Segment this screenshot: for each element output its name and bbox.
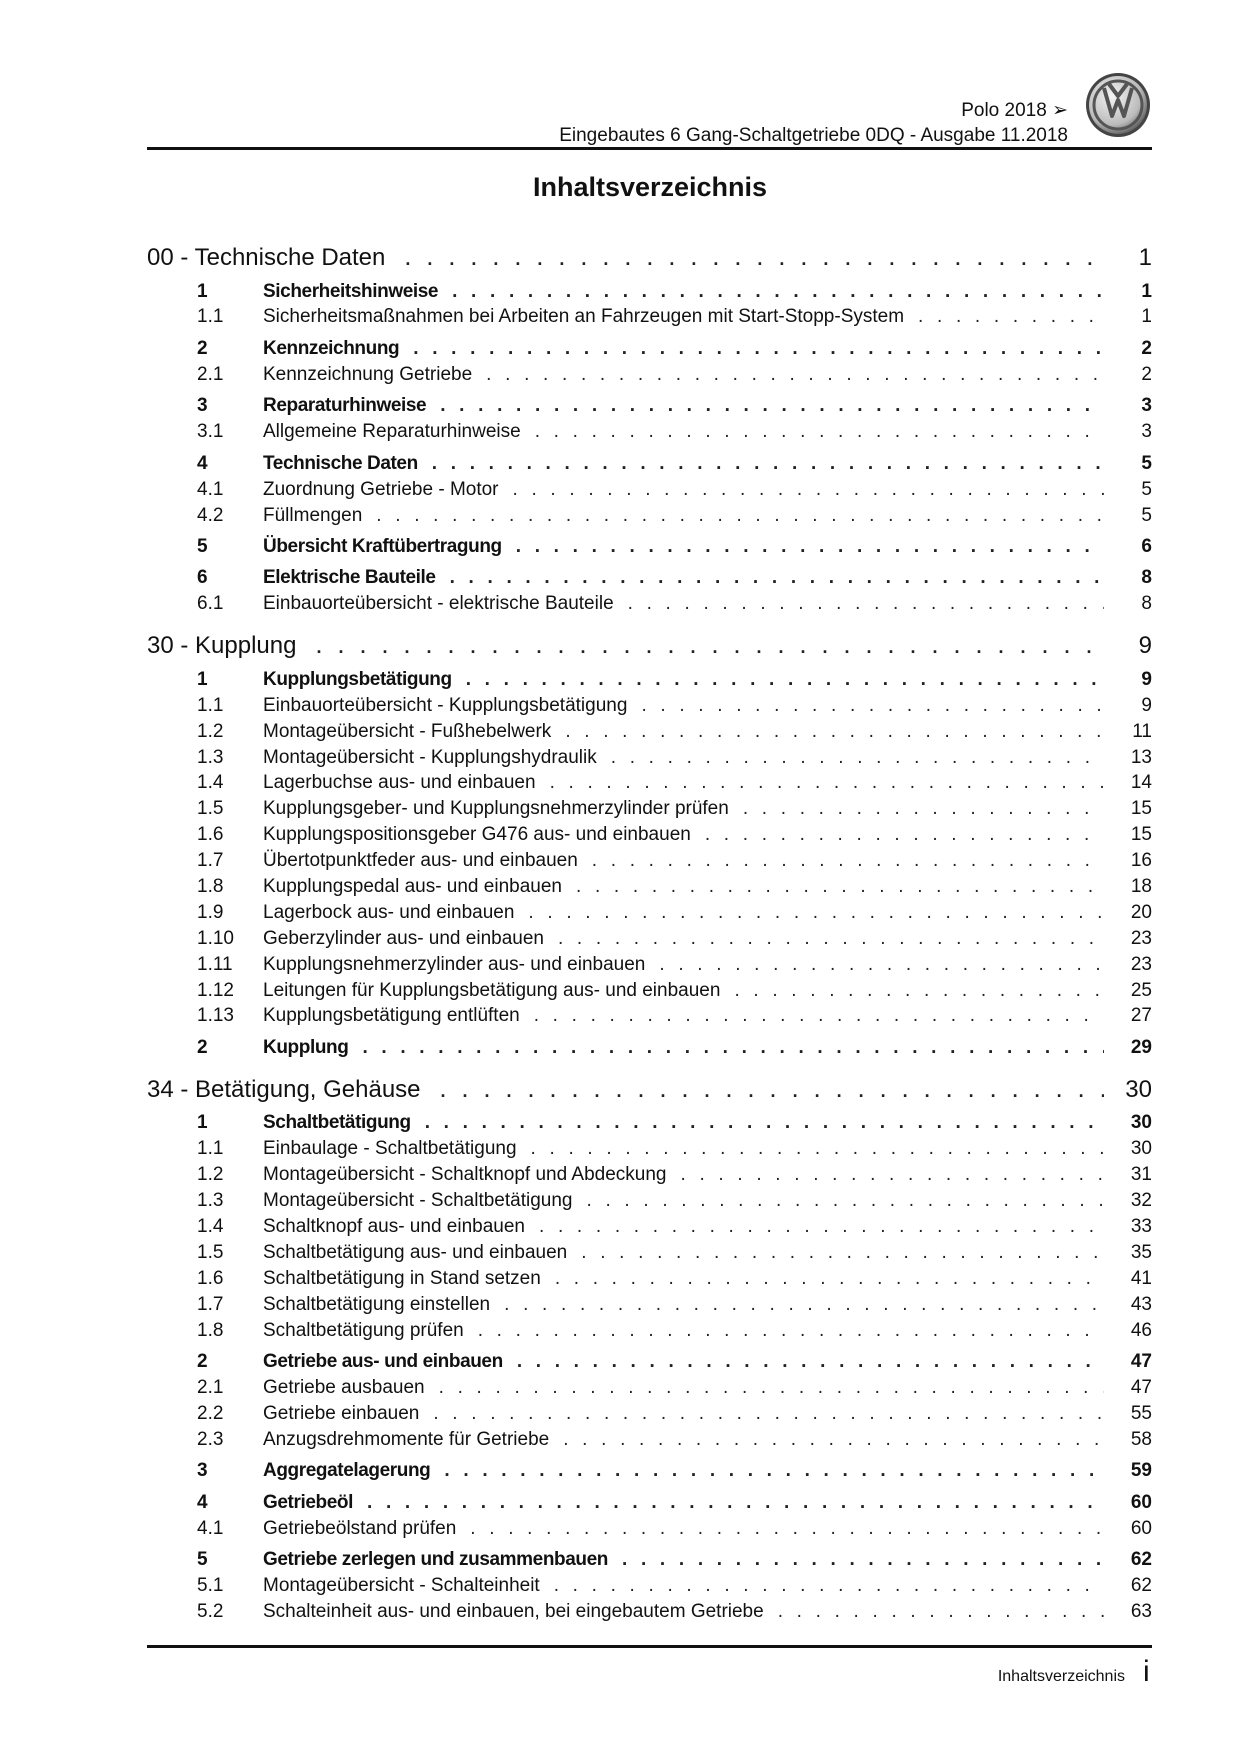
toc-entry-number: 3 [197, 1460, 208, 1482]
toc-dot-leader [550, 770, 1104, 796]
toc-entry[interactable] [147, 1318, 1152, 1344]
toc-dot-leader [576, 874, 1104, 900]
toc-entry-title: 00 - Technische Daten [147, 244, 386, 271]
toc-entry-number: 1.12 [197, 979, 234, 1001]
toc-dot-leader [565, 719, 1104, 745]
toc-entry-page: 41 [1130, 1267, 1152, 1289]
toc-entry-page: 62 [1130, 1574, 1152, 1596]
toc-dot-leader [681, 1162, 1105, 1188]
toc-entry-page: 16 [1130, 850, 1152, 872]
toc-entry-page: 14 [1130, 772, 1152, 794]
toc-entry-page: 30 [1125, 1075, 1152, 1103]
vw-logo-icon [1085, 72, 1151, 138]
toc-entry[interactable] [147, 1401, 1152, 1427]
toc-entry-page: 9 [1141, 694, 1152, 716]
toc-dot-leader [628, 591, 1104, 617]
toc-entry-title: Getriebe einbauen [263, 1402, 420, 1424]
toc-entry-number: 1.7 [197, 1293, 224, 1315]
toc-dot-leader [778, 1599, 1104, 1625]
toc-entry[interactable] [147, 978, 1152, 1004]
toc-entry-number: 1 [197, 1112, 208, 1134]
toc-entry[interactable] [147, 1214, 1152, 1240]
toc-dot-leader [433, 1401, 1104, 1427]
toc-entry-number: 5.2 [197, 1600, 224, 1622]
toc-entry-title: Kupplungsbetätigung [263, 668, 452, 690]
toc-entry-page: 25 [1130, 979, 1152, 1001]
toc-entry-title: Getriebe ausbauen [263, 1376, 425, 1398]
toc-entry[interactable] [147, 874, 1152, 900]
toc-entry-title: Kupplungsnehmerzylinder aus- und einbauen [263, 953, 646, 975]
toc-entry-number: 1.5 [197, 798, 224, 820]
toc-entry-page: 30 [1130, 1112, 1152, 1134]
toc-entry-title: Kennzeichnung [263, 337, 400, 359]
toc-dot-leader [466, 667, 1104, 693]
toc-chapter[interactable] [147, 279, 1152, 305]
toc-entry-page: 15 [1130, 824, 1152, 846]
toc-entry[interactable] [147, 304, 1152, 330]
toc-entry-page: 23 [1130, 927, 1152, 949]
toc-dot-leader [513, 477, 1104, 503]
toc-entry[interactable] [147, 477, 1152, 503]
toc-dot-leader [918, 304, 1104, 330]
toc-dot-leader [592, 848, 1104, 874]
toc-chapter[interactable] [147, 1110, 1152, 1136]
toc-dot-leader [470, 1516, 1104, 1542]
toc-entry-title: Montageübersicht - Schalteinheit [263, 1574, 540, 1596]
toc-entry[interactable] [147, 419, 1152, 445]
toc-entry-title: Schaltbetätigung aus- und einbauen [263, 1241, 568, 1263]
toc-dot-leader [611, 745, 1104, 771]
toc-entry[interactable] [147, 1188, 1152, 1214]
toc-entry-number: 4 [197, 1491, 208, 1513]
toc-dot-leader [563, 1427, 1104, 1453]
toc-dot-leader [581, 1240, 1104, 1266]
toc-entry-number: 1.13 [197, 1005, 234, 1027]
toc-dot-leader [517, 1349, 1104, 1375]
toc-entry-number: 6.1 [197, 593, 224, 615]
toc-entry-title: Kupplung [263, 1036, 349, 1058]
toc-entry-title: Schaltbetätigung einstellen [263, 1293, 491, 1315]
toc-entry-page: 20 [1130, 901, 1152, 923]
toc-entry-title: Getriebeöl [263, 1491, 353, 1513]
toc-entry-title: Elektrische Bauteile [263, 567, 436, 589]
toc-entry-number: 3.1 [197, 421, 224, 443]
toc-entry-title: 30 - Kupplung [147, 632, 297, 660]
toc-entry-number: 1.2 [197, 720, 224, 742]
toc-entry-title: Kupplungspositionsgeber G476 aus- und einbauen [263, 824, 691, 846]
toc-entry[interactable] [147, 719, 1152, 745]
toc-entry-number: 2.3 [197, 1428, 224, 1450]
toc-entry-number: 1 [197, 668, 208, 690]
toc-entry-number: 1 [197, 280, 208, 302]
toc-entry-page: 32 [1130, 1190, 1152, 1212]
toc-entry-page: 31 [1130, 1164, 1152, 1186]
toc-chapter[interactable] [147, 1458, 1152, 1484]
toc-entry-number: 6 [197, 567, 208, 589]
toc-entry-number: 2.1 [197, 363, 224, 385]
toc-chapter[interactable] [147, 1490, 1152, 1516]
toc-entry-title: Einbaulage - Schaltbetätigung [263, 1138, 517, 1160]
toc-entry-number: 3 [197, 395, 208, 417]
toc-dot-leader [367, 1490, 1104, 1516]
toc-dot-leader [528, 900, 1104, 926]
toc-entry-title: Anzugsdrehmomente für Getriebe [263, 1428, 550, 1450]
toc-dot-leader [516, 534, 1104, 560]
toc-section[interactable] [147, 630, 1152, 661]
toc-entry-number: 1.1 [197, 306, 224, 328]
toc-entry-title: Schalteinheit aus- und einbauen, bei eingebautem Getriebe [263, 1600, 764, 1622]
toc-entry-number: 1.6 [197, 1267, 224, 1289]
toc-dot-leader [425, 1110, 1104, 1136]
toc-entry[interactable] [147, 1162, 1152, 1188]
toc-entry-number: 5 [197, 535, 208, 557]
toc-entry[interactable] [147, 1003, 1152, 1029]
toc-entry-page: 59 [1130, 1460, 1152, 1482]
toc-entry[interactable] [147, 1292, 1152, 1318]
toc-entry[interactable] [147, 745, 1152, 771]
toc-entry-number: 5.1 [197, 1574, 224, 1596]
toc-entry-page: 3 [1141, 421, 1152, 443]
toc-entry[interactable] [147, 1599, 1152, 1625]
toc-entry-number: 2 [197, 1351, 208, 1372]
toc-entry-title: 34 - Betätigung, Gehäuse [147, 1075, 421, 1103]
toc-dot-leader [743, 796, 1104, 822]
toc-entry[interactable] [147, 362, 1152, 388]
toc-entry-page: 1 [1138, 244, 1152, 271]
toc-entry[interactable] [147, 1573, 1152, 1599]
toc-entry-number: 1.8 [197, 1319, 224, 1341]
toc-entry-page: 60 [1130, 1517, 1152, 1539]
toc-entry-title: Aggregatelagerung [263, 1460, 431, 1482]
toc-entry[interactable] [147, 822, 1152, 848]
footer-label: Inhaltsverzeichnis [997, 1668, 1125, 1685]
toc-entry[interactable] [147, 770, 1152, 796]
footer-rule [147, 1645, 1152, 1648]
toc-entry-page: 33 [1130, 1215, 1152, 1237]
toc-entry-page: 3 [1141, 395, 1152, 417]
toc-entry-title: Allgemeine Reparaturhinweise [263, 421, 521, 443]
toc-entry[interactable] [147, 1375, 1152, 1401]
toc-entry-page: 11 [1132, 720, 1152, 742]
toc-dot-leader [504, 1292, 1104, 1318]
toc-entry-title: Schaltknopf aus- und einbauen [263, 1215, 525, 1237]
toc-entry[interactable] [147, 1136, 1152, 1162]
toc-entry[interactable] [147, 848, 1152, 874]
toc-entry-number: 1.4 [197, 772, 224, 794]
toc-chapter[interactable] [147, 1349, 1152, 1375]
toc-entry[interactable] [147, 1427, 1152, 1453]
toc-entry-page: 2 [1141, 337, 1152, 359]
toc-entry-page: 5 [1141, 504, 1152, 526]
toc-entry-title: Leitungen für Kupplungsbetätigung aus- und einbauen [263, 979, 721, 1001]
toc-entry-page: 27 [1130, 1005, 1152, 1027]
toc-entry-page: 30 [1130, 1138, 1152, 1160]
toc-entry-number: 1.11 [197, 953, 233, 975]
toc-dot-leader [554, 1573, 1104, 1599]
toc-entry-title: Schaltbetätigung [263, 1112, 411, 1134]
toc-dot-leader [439, 1375, 1104, 1401]
toc-entry-title: Lagerbock aus- und einbauen [263, 901, 515, 923]
toc-chapter[interactable] [147, 1547, 1152, 1573]
toc-chapter[interactable] [147, 565, 1152, 591]
toc-dot-leader [452, 279, 1104, 305]
table-of-contents [147, 242, 1152, 1625]
toc-entry-title: Einbauorteübersicht - elektrische Bauteile [263, 593, 614, 615]
toc-entry-title: Kennzeichnung Getriebe [263, 363, 473, 385]
toc-entry[interactable] [147, 900, 1152, 926]
toc-entry-title: Technische Daten [263, 452, 418, 474]
toc-chapter[interactable] [147, 336, 1152, 362]
toc-entry-title: Getriebe zerlegen und zusammenbauen [263, 1549, 608, 1571]
toc-entry-number: 4.1 [197, 478, 224, 500]
toc-entry-page: 1 [1141, 306, 1152, 328]
toc-entry-number: 1.10 [197, 927, 234, 949]
toc-chapter[interactable] [147, 393, 1152, 419]
toc-entry-page: 9 [1138, 632, 1152, 660]
toc-dot-leader [444, 1458, 1104, 1484]
toc-entry-number: 1.7 [197, 850, 224, 872]
toc-dot-leader [413, 336, 1104, 362]
toc-entry-title: Montageübersicht - Kupplungshydraulik [263, 746, 597, 768]
toc-dot-leader [659, 952, 1104, 978]
toc-entry[interactable] [147, 952, 1152, 978]
header-model: Polo 2018 ➢ [961, 100, 1068, 121]
toc-dot-leader [555, 1266, 1104, 1292]
toc-dot-leader [539, 1214, 1104, 1240]
toc-entry-number: 4 [197, 452, 208, 474]
toc-dot-leader [405, 244, 1104, 275]
toc-entry-page: 43 [1130, 1293, 1152, 1315]
page-title: Inhaltsverzeichnis [532, 172, 768, 202]
toc-entry-page: 8 [1141, 567, 1152, 589]
header-rule [147, 147, 1152, 150]
toc-entry-title: Reparaturhinweise [263, 395, 427, 417]
toc-entry-title: Schaltbetätigung prüfen [263, 1319, 464, 1341]
toc-entry-page: 35 [1130, 1241, 1152, 1263]
toc-entry-page: 23 [1130, 953, 1152, 975]
toc-entry-page: 46 [1130, 1319, 1152, 1341]
toc-dot-leader [534, 1003, 1104, 1029]
toc-dot-leader [734, 978, 1104, 1004]
toc-entry-number: 4.2 [197, 504, 224, 526]
toc-dot-leader [316, 632, 1104, 663]
toc-entry-number: 1.3 [197, 1190, 224, 1212]
toc-entry-number: 5 [197, 1549, 208, 1571]
footer-page-number: i [1143, 1655, 1150, 1688]
toc-entry-number: 1.8 [197, 875, 224, 897]
toc-entry-page: 2 [1141, 363, 1152, 385]
toc-entry-page: 1 [1141, 280, 1152, 302]
toc-entry-page: 47 [1130, 1351, 1152, 1372]
toc-entry-title: Übersicht Kraftübertragung [263, 535, 502, 557]
toc-dot-leader [622, 1547, 1104, 1573]
toc-entry-page: 29 [1130, 1036, 1152, 1058]
toc-entry-title: Sicherheitsmaßnahmen bei Arbeiten an Fahrzeugen mit Start-Stopp-System [263, 306, 905, 328]
toc-entry-title: Schaltbetätigung in Stand setzen [263, 1267, 541, 1289]
toc-entry-page: 9 [1141, 668, 1152, 690]
toc-entry[interactable] [147, 503, 1152, 529]
toc-entry-page: 55 [1130, 1402, 1152, 1424]
toc-entry-page: 63 [1130, 1600, 1152, 1622]
toc-entry-number: 2.2 [197, 1402, 224, 1424]
toc-section[interactable] [147, 1074, 1152, 1105]
toc-dot-leader [376, 503, 1104, 529]
toc-entry-number: 1.2 [197, 1164, 224, 1186]
toc-entry-title: Zuordnung Getriebe - Motor [263, 478, 499, 500]
toc-dot-leader [558, 926, 1104, 952]
toc-entry-title: Übertotpunktfeder aus- und einbauen [263, 850, 578, 872]
toc-entry[interactable] [147, 1240, 1152, 1266]
toc-chapter[interactable] [147, 451, 1152, 477]
toc-entry-number: 2.1 [197, 1376, 224, 1398]
toc-entry-page: 62 [1130, 1549, 1152, 1571]
toc-dot-leader [362, 1035, 1104, 1061]
toc-dot-leader [478, 1318, 1104, 1344]
toc-dot-leader [450, 565, 1104, 591]
toc-entry-title: Sicherheitshinweise [263, 280, 439, 302]
toc-entry-number: 1.1 [197, 1138, 224, 1160]
toc-entry-number: 1.3 [197, 746, 224, 768]
toc-chapter[interactable] [147, 534, 1152, 560]
toc-chapter[interactable] [147, 667, 1152, 693]
toc-entry-title: Lagerbuchse aus- und einbauen [263, 772, 536, 794]
toc-dot-leader [705, 822, 1104, 848]
toc-entry-number: 1.4 [197, 1215, 224, 1237]
toc-entry-title: Montageübersicht - Fußhebelwerk [263, 720, 552, 742]
toc-entry-page: 8 [1141, 593, 1152, 615]
toc-dot-leader [586, 1188, 1104, 1214]
toc-dot-leader [486, 362, 1104, 388]
toc-entry-number: 1.9 [197, 901, 224, 923]
toc-dot-leader [641, 693, 1104, 719]
toc-entry[interactable] [147, 796, 1152, 822]
toc-entry-number: 1.6 [197, 824, 224, 846]
toc-dot-leader [441, 1076, 1104, 1107]
toc-entry[interactable] [147, 1516, 1152, 1542]
toc-chapter[interactable] [147, 1035, 1152, 1061]
toc-entry-number: 2 [197, 337, 208, 359]
toc-entry-title: Getriebe aus- und einbauen [263, 1351, 503, 1372]
toc-dot-leader [432, 451, 1104, 477]
toc-entry-title: Kupplungsgeber- und Kupplungsnehmerzylinder prüfen [263, 798, 729, 820]
toc-entry-page: 5 [1141, 478, 1152, 500]
toc-entry-page: 5 [1141, 452, 1152, 474]
toc-entry-page: 6 [1141, 535, 1152, 557]
toc-entry-title: Einbauorteübersicht - Kupplungsbetätigung [263, 694, 628, 716]
toc-entry-page: 60 [1130, 1491, 1152, 1513]
header-subtitle: Eingebautes 6 Gang-Schaltgetriebe 0DQ - Ausgabe 11.2018 [559, 125, 1068, 146]
toc-entry-page: 13 [1130, 746, 1152, 768]
toc-entry-title: Kupplungsbetätigung entlüften [263, 1005, 520, 1027]
toc-entry-page: 15 [1130, 798, 1152, 820]
toc-entry-number: 4.1 [197, 1517, 224, 1539]
toc-entry-page: 58 [1130, 1428, 1152, 1450]
toc-dot-leader [535, 419, 1104, 445]
toc-entry[interactable] [147, 1266, 1152, 1292]
toc-entry-title: Kupplungspedal aus- und einbauen [263, 875, 562, 897]
toc-entry[interactable] [147, 693, 1152, 719]
toc-section[interactable] [147, 242, 1152, 273]
toc-entry-title: Füllmengen [263, 504, 363, 526]
toc-entry-page: 18 [1130, 875, 1152, 897]
toc-dot-leader [531, 1136, 1104, 1162]
toc-entry-number: 1.5 [197, 1241, 224, 1263]
toc-entry-title: Montageübersicht - Schaltbetätigung [263, 1190, 573, 1212]
toc-dot-leader [440, 393, 1104, 419]
toc-entry-title: Getriebeölstand prüfen [263, 1517, 457, 1539]
toc-entry-page: 47 [1130, 1376, 1152, 1398]
toc-entry[interactable] [147, 591, 1152, 617]
toc-entry-title: Geberzylinder aus- und einbauen [263, 927, 544, 949]
toc-entry-number: 2 [197, 1036, 208, 1058]
toc-entry-number: 1.1 [197, 694, 224, 716]
toc-entry[interactable] [147, 926, 1152, 952]
toc-entry-title: Montageübersicht - Schaltknopf und Abdeckung [263, 1164, 667, 1186]
